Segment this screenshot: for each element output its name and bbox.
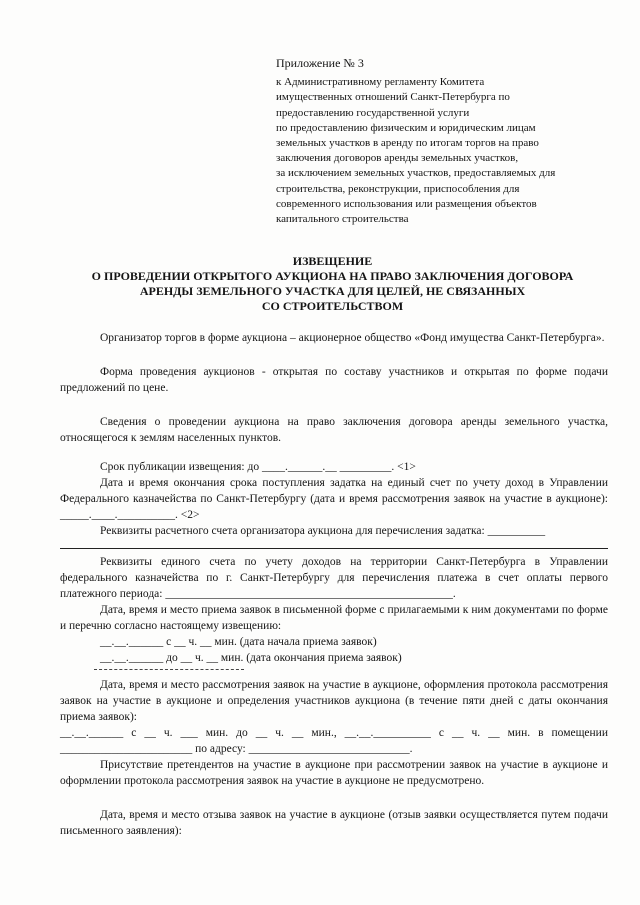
title-line: ИЗВЕЩЕНИЕ [292, 254, 373, 268]
withdrawal-paragraph: Дата, время и место отзыва заявок на участие в аукционе (отзыв заявки осуществляется путем подачи письменного заявления): [60, 809, 608, 837]
form-paragraph: Форма проведения аукционов - открытая по составу участников и открытая по форме подачи предложений по цене. [60, 366, 608, 394]
organizer-paragraph: Организатор торгов в форме аукциона – акционерное общество «Фонд имущества Санкт-Петербурга». [100, 332, 605, 344]
appendix-line: имущественных отношений Санкт-Петербурга по [276, 91, 510, 104]
publication-line: Срок публикации извещения: до ____.______.__ _________. <1> [100, 461, 416, 473]
info-paragraph: Сведения о проведении аукциона на право заключения договора аренды земельного участка, относящегося к землям населенных пунктов. [60, 416, 608, 444]
requisites-org-line: Реквизиты расчетного счета организатора аукциона для перечисления задатка: __________ [100, 525, 546, 537]
title-line: АРЕНДЫ ЗЕМЕЛЬНОГО УЧАСТКА ДЛЯ ЦЕЛЕЙ, НЕ СВЯЗАННЫХ [139, 284, 526, 298]
applications-start-line: __.__.______ с __ ч. __ мин. (дата начала приема заявок) [100, 636, 377, 648]
review-time-line: __.__.______ с __ ч. ___ мин. до __ ч. __ мин., __.__.__________ с __ ч. __ мин. в помещении _______________________ по адресу: ____________________________. [60, 727, 608, 755]
document-body [60, 330, 608, 839]
presence-paragraph: Присутствие претендентов на участие в аукционе при рассмотрении заявок на участие в аукционе и оформлении протокола рассмотрения заявок на участие в аукционе не предусмотрено. [60, 759, 608, 787]
document-title [40, 254, 625, 314]
deposit-deadline-paragraph: Дата и время окончания срока поступления задатка на единый счет по учету доход в Управлении Федерального казначейства по Санкт-Петербургу (дата и время рассмотрения заявок на участие в аукционе): _____.____.__________. <2> [60, 477, 608, 521]
appendix-line: заключения договоров аренды земельных участков, [276, 152, 519, 165]
title-line: О ПРОВЕДЕНИИ ОТКРЫТОГО АУКЦИОНА НА ПРАВО ЗАКЛЮЧЕНИЯ ДОГОВОРА [91, 269, 574, 283]
appendix-header [276, 56, 616, 227]
appendix-line: современного использования или размещения объектов [276, 197, 537, 210]
appendix-line: строительства, реконструкции, приспособления для [276, 182, 520, 195]
appendix-line: предоставлению государственной услуги [276, 106, 470, 119]
appendix-number: Приложение № 3 [276, 56, 364, 70]
applications-intro-paragraph: Дата, время и место приема заявок в письменной форме с прилагаемыми к ним документами по форме и перечню согласно настоящему извещению: [60, 604, 608, 632]
review-paragraph: Дата, время и место рассмотрения заявок на участие в аукционе, оформления протокола рассмотрения заявок на участие в аукционе и определения участников аукциона (в течение пяти дней с даты окончания приема заявок): [60, 679, 608, 723]
applications-end-line: __.__.______ до __ ч. __ мин. (дата окончания приема заявок) [100, 652, 402, 664]
requisites-single-paragraph: Реквизиты единого счета по учету доходов на территории Санкт-Петербурга в Управлении федерального казначейства по г. Санкт-Петербургу для перечисления платежа в счет оплаты первого платежного периода: __________________________________________________. [60, 556, 608, 600]
title-line: СО СТРОИТЕЛЬСТВОМ [261, 299, 404, 313]
appendix-line: к Административному регламенту Комитета [276, 76, 485, 89]
dashed-divider [94, 669, 244, 670]
fill-in-rule [60, 548, 608, 549]
appendix-line: земельных участков в аренду по итогам торгов на право [276, 137, 539, 150]
appendix-line: за исключением земельных участков, предоставляемых для [276, 167, 556, 180]
appendix-line: по предоставлению физическим и юридическим лицам [276, 121, 536, 134]
appendix-line: капитального строительства [276, 213, 409, 226]
